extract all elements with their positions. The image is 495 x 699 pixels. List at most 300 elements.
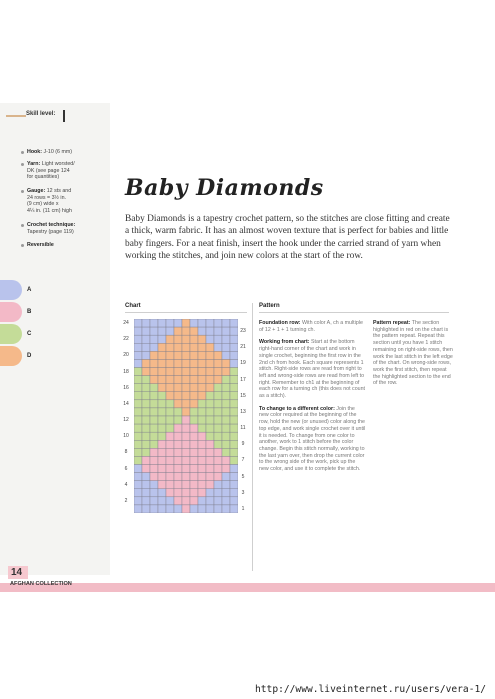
chart-cell <box>198 448 206 456</box>
chart-cell <box>190 448 198 456</box>
chart-cell <box>134 319 142 327</box>
row-number-right: 1 <box>241 505 245 512</box>
chart-cell <box>214 465 222 473</box>
chart-cell <box>166 392 174 400</box>
chart-cell <box>166 319 174 327</box>
chart-cell <box>174 432 182 440</box>
chart-cell <box>174 448 182 456</box>
chart-cell <box>230 392 238 400</box>
chart-cell <box>142 497 150 505</box>
chart-cell <box>206 376 214 384</box>
chart-cell <box>150 473 158 481</box>
chart-cell <box>230 440 238 448</box>
chart-cell <box>190 416 198 424</box>
pattern-heading-rule <box>259 312 449 313</box>
chart-cell <box>190 456 198 464</box>
chart-cell <box>158 456 166 464</box>
skill-level-indicator <box>63 110 65 122</box>
row-number-left: 6 <box>124 465 128 472</box>
chart-cell <box>206 359 214 367</box>
skill-hook-line <box>6 115 26 117</box>
chart-cell <box>230 489 238 497</box>
chart-cell <box>182 473 190 481</box>
chart-cell <box>150 416 158 424</box>
chart-cell <box>206 351 214 359</box>
chart-cell <box>182 343 190 351</box>
chart-cell <box>142 343 150 351</box>
chart-cell <box>182 432 190 440</box>
chart-cell <box>198 327 206 335</box>
chart-cell <box>206 489 214 497</box>
chart-cell <box>166 368 174 376</box>
chart-cell <box>190 359 198 367</box>
chart-cell <box>134 351 142 359</box>
chart-cell <box>150 432 158 440</box>
row-number-left: 18 <box>123 368 129 375</box>
chart-cell <box>150 456 158 464</box>
row-number-left: 16 <box>123 384 129 391</box>
chart-cell <box>142 448 150 456</box>
chart-cell <box>158 384 166 392</box>
chart-cell <box>214 359 222 367</box>
chart-cell <box>150 408 158 416</box>
row-number-left: 22 <box>123 336 129 343</box>
pattern-column-1 <box>259 320 366 473</box>
chart-cell <box>166 505 174 513</box>
chart-cell <box>158 359 166 367</box>
chart-cell <box>134 376 142 384</box>
chart-grid <box>134 319 238 513</box>
chart-cell <box>134 465 142 473</box>
chart-cell <box>206 440 214 448</box>
chart-cell <box>222 335 230 343</box>
chart-cell <box>190 343 198 351</box>
row-number-right: 7 <box>241 457 245 464</box>
chart-cell <box>222 440 230 448</box>
chart-cell <box>174 489 182 497</box>
chart-cell <box>230 456 238 464</box>
chart-cell <box>190 424 198 432</box>
color-swatch-b <box>0 302 22 322</box>
chart-cell <box>182 319 190 327</box>
chart-cell <box>190 392 198 400</box>
skill-level-label: Skill level: <box>26 111 56 117</box>
chart-cell <box>214 384 222 392</box>
chart-cell <box>134 408 142 416</box>
chart-cell <box>174 384 182 392</box>
chart-cell <box>174 473 182 481</box>
chart-cell <box>222 359 230 367</box>
chart-cell <box>198 351 206 359</box>
chart-cell <box>158 343 166 351</box>
chart-cell <box>166 481 174 489</box>
chart-cell <box>214 481 222 489</box>
chart-cell <box>158 392 166 400</box>
chart-cell <box>198 424 206 432</box>
chart-cell <box>206 368 214 376</box>
chart-cell <box>230 416 238 424</box>
chart-cell <box>174 359 182 367</box>
row-number-right: 13 <box>240 408 246 415</box>
chart-cell <box>182 400 190 408</box>
chart-cell <box>158 432 166 440</box>
chart-cell <box>198 368 206 376</box>
chart-cell <box>198 505 206 513</box>
chart-cell <box>182 416 190 424</box>
chart-cell <box>222 432 230 440</box>
chart-cell <box>166 416 174 424</box>
chart-cell <box>214 327 222 335</box>
chart-cell <box>182 448 190 456</box>
row-number-right: 23 <box>240 328 246 335</box>
chart-cell <box>158 473 166 481</box>
chart-cell <box>158 408 166 416</box>
chart-cell <box>214 473 222 481</box>
chart-cell <box>182 465 190 473</box>
chart-cell <box>166 456 174 464</box>
chart-cell <box>190 335 198 343</box>
chart-cell <box>174 497 182 505</box>
chart-cell <box>214 319 222 327</box>
chart-cell <box>158 497 166 505</box>
chart-cell <box>174 351 182 359</box>
chart-cell <box>214 416 222 424</box>
chart-cell <box>142 392 150 400</box>
chart-cell <box>190 327 198 335</box>
chart-cell <box>230 327 238 335</box>
chart-cell <box>214 343 222 351</box>
chart-cell <box>134 505 142 513</box>
chart-cell <box>150 335 158 343</box>
chart-cell <box>142 400 150 408</box>
chart-cell <box>174 481 182 489</box>
chart-cell <box>166 465 174 473</box>
footer-band <box>0 583 495 592</box>
chart-cell <box>222 319 230 327</box>
chart-cell <box>198 416 206 424</box>
chart-cell <box>142 351 150 359</box>
technique-info: Crochet technique: Tapestry (page 119) <box>27 222 105 235</box>
chart-cell <box>198 384 206 392</box>
chart-cell <box>198 432 206 440</box>
chart-cell <box>150 440 158 448</box>
chart-cell <box>150 448 158 456</box>
chart-cell <box>174 456 182 464</box>
chart-cell <box>134 432 142 440</box>
chart-cell <box>166 327 174 335</box>
row-number-left: 20 <box>123 352 129 359</box>
chart-cell <box>134 456 142 464</box>
chart-cell <box>182 392 190 400</box>
chart-cell <box>174 440 182 448</box>
working-from-chart-instruction: Working from chart: Start at the bottom right-hand corner of the chart and work in single crochet, beginning the first row in the 2nd ch from hook. Each square represents 1 stitch. Right-side rows are read from right to left and wrong-side rows are read from left to right. Remember to ch1 at the beginning of each row for a turning ch (this does not count as a stitch). <box>259 339 365 400</box>
chart-cell <box>190 473 198 481</box>
chart-cell <box>230 359 238 367</box>
chart-cell <box>166 384 174 392</box>
chart-cell <box>230 432 238 440</box>
chart-cell <box>222 368 230 376</box>
chart-cell <box>166 448 174 456</box>
chart-cell <box>174 368 182 376</box>
chart-cell <box>214 335 222 343</box>
chart-cell <box>230 424 238 432</box>
chart-cell <box>142 408 150 416</box>
chart-cell <box>230 448 238 456</box>
chart-cell <box>158 465 166 473</box>
chart-cell <box>198 497 206 505</box>
chart-cell <box>166 489 174 497</box>
chart-cell <box>158 481 166 489</box>
chart-cell <box>222 473 230 481</box>
chart-cell <box>206 384 214 392</box>
chart-cell <box>182 408 190 416</box>
chart-cell <box>158 416 166 424</box>
chart-cell <box>174 465 182 473</box>
chart-cell <box>150 368 158 376</box>
chart-cell <box>230 335 238 343</box>
chart-cell <box>182 376 190 384</box>
yarn-info: Yarn: Light worsted/ DK (see page 124 for quantities) <box>27 161 105 181</box>
chart-cell <box>190 351 198 359</box>
chart-cell <box>142 432 150 440</box>
pattern-repeat-instruction: Pattern repeat: The section highlighted in red on the chart is the pattern repeat. Repeat this section until you have 1 stitch remaining on right-side rows, then work the last stitch in the left edge of the chart. On wrong-side rows, work the first stitch, then repeat the highlighted section to the end of the row. <box>373 320 453 387</box>
chart-cell <box>206 408 214 416</box>
chart-cell <box>142 440 150 448</box>
chart-cell <box>230 505 238 513</box>
chart-cell <box>214 376 222 384</box>
chart-cell <box>190 319 198 327</box>
chart-cell <box>134 473 142 481</box>
chart-cell <box>222 456 230 464</box>
chart-cell <box>214 505 222 513</box>
chart-cell <box>230 384 238 392</box>
color-swatch-c <box>0 324 22 344</box>
chart-cell <box>198 400 206 408</box>
chart-cell <box>222 400 230 408</box>
chart-cell <box>214 448 222 456</box>
chart-cell <box>214 392 222 400</box>
chart-cell <box>174 416 182 424</box>
chart-cell <box>174 400 182 408</box>
chart-cell <box>206 327 214 335</box>
chart-cell <box>198 456 206 464</box>
chart-cell <box>182 351 190 359</box>
reversible-info: Reversible <box>27 242 105 249</box>
chart-cell <box>166 335 174 343</box>
chart-heading-rule <box>125 312 247 313</box>
chart-cell <box>142 376 150 384</box>
chart-cell <box>174 335 182 343</box>
chart-cell <box>158 505 166 513</box>
chart-cell <box>230 400 238 408</box>
chart-cell <box>158 440 166 448</box>
chart-cell <box>198 359 206 367</box>
chart-cell <box>142 368 150 376</box>
chart-cell <box>142 359 150 367</box>
chart-cell <box>134 448 142 456</box>
chart-cell <box>214 489 222 497</box>
chart-cell <box>142 456 150 464</box>
chart-cell <box>166 408 174 416</box>
chart-cell <box>158 489 166 497</box>
chart-cell <box>142 384 150 392</box>
source-url: http://www.liveinternet.ru/users/vera-1/ <box>255 684 487 695</box>
chart-cell <box>174 424 182 432</box>
chart-cell <box>182 327 190 335</box>
chart-cell <box>190 368 198 376</box>
chart-cell <box>150 489 158 497</box>
chart-cell <box>134 497 142 505</box>
chart-cell <box>150 343 158 351</box>
chart-cell <box>182 489 190 497</box>
chart-cell <box>134 368 142 376</box>
chart-cell <box>142 505 150 513</box>
chart-cell <box>142 489 150 497</box>
chart-cell <box>206 456 214 464</box>
chart-cell <box>230 319 238 327</box>
chart-cell <box>214 368 222 376</box>
color-swatch-d <box>0 346 22 366</box>
color-change-instruction: To change to a different color: Join the new color required at the beginning of the row, hold the new (or unused) color along the top edge, and work single crochet over it until it is needed. To change from one color to another, work to 1 stitch before the color change. Begin this stitch normally, working to the last yarn over, then drop the current color to the wrong side of the work, pick up the new color, and use it to complete the stitch. <box>259 405 366 473</box>
chart-cell <box>158 319 166 327</box>
chart-cell <box>222 408 230 416</box>
chart-cell <box>134 481 142 489</box>
chart-cell <box>142 481 150 489</box>
row-number-right: 15 <box>240 392 246 399</box>
chart-cell <box>150 424 158 432</box>
chart-cell <box>198 473 206 481</box>
chart-cell <box>134 335 142 343</box>
chart-cell <box>230 473 238 481</box>
chart-cell <box>214 440 222 448</box>
chart-cell <box>222 416 230 424</box>
chart-cell <box>174 408 182 416</box>
chart-cell <box>134 440 142 448</box>
chart-cell <box>230 465 238 473</box>
chart-cell <box>174 376 182 384</box>
chart-cell <box>150 327 158 335</box>
color-label-b: B <box>27 309 32 315</box>
chart-cell <box>198 481 206 489</box>
chart-cell <box>198 335 206 343</box>
chart-heading: Chart <box>125 303 141 309</box>
chart-cell <box>174 319 182 327</box>
chart-cell <box>222 448 230 456</box>
chart-cell <box>134 416 142 424</box>
chart-cell <box>142 327 150 335</box>
chart-cell <box>222 497 230 505</box>
chart-cell <box>190 376 198 384</box>
color-label-c: C <box>27 331 32 337</box>
chart-cell <box>214 497 222 505</box>
chart-cell <box>182 497 190 505</box>
chart-cell <box>166 432 174 440</box>
chart-cell <box>190 384 198 392</box>
chart-cell <box>158 368 166 376</box>
chart-cell <box>150 400 158 408</box>
color-label-d: D <box>27 353 32 359</box>
chart-cell <box>222 505 230 513</box>
chart-cell <box>134 392 142 400</box>
chart-cell <box>230 408 238 416</box>
chart-cell <box>198 408 206 416</box>
chart-cell <box>214 351 222 359</box>
row-number-left: 4 <box>124 481 128 488</box>
chart-cell <box>182 424 190 432</box>
chart-cell <box>214 408 222 416</box>
chart-cell <box>206 505 214 513</box>
chart-cell <box>150 481 158 489</box>
chart-cell <box>198 489 206 497</box>
foundation-row-instruction: Foundation row: With color A, ch a multiple of 12 + 1 + 1 turning ch. <box>259 320 363 333</box>
chart-cell <box>142 473 150 481</box>
chart-cell <box>206 497 214 505</box>
intro-paragraph: Baby Diamonds is a tapestry crochet pattern, so the stitches are close fitting and create a thick, warm fabric. It has an almost woven texture that is perfect for babies and little baby fingers. For a neat finish, insert the hook under the carried strand of yarn when working the stitches, and join new colors at the start of the row. <box>125 214 450 261</box>
chart-cell <box>190 497 198 505</box>
chart-cell <box>182 384 190 392</box>
row-number-right: 11 <box>240 425 246 432</box>
chart-cell <box>166 440 174 448</box>
chart-cell <box>222 327 230 335</box>
chart-cell <box>206 416 214 424</box>
chart-cell <box>198 343 206 351</box>
row-number-left: 10 <box>123 433 129 440</box>
chart-cell <box>198 319 206 327</box>
page-number: 14 <box>11 567 23 578</box>
chart-cell <box>182 359 190 367</box>
chart-cell <box>190 489 198 497</box>
chart-cell <box>158 376 166 384</box>
column-divider <box>252 303 253 571</box>
row-number-right: 3 <box>241 489 245 496</box>
chart-cell <box>206 424 214 432</box>
page-title: Baby Diamonds <box>125 175 324 201</box>
chart-cell <box>206 343 214 351</box>
row-number-left: 24 <box>123 320 129 326</box>
chart-cell <box>206 448 214 456</box>
chart-cell <box>198 392 206 400</box>
chart-cell <box>198 465 206 473</box>
chart-cell <box>158 327 166 335</box>
chart-cell <box>150 384 158 392</box>
chart-cell <box>230 497 238 505</box>
chart-cell <box>134 327 142 335</box>
chart-cell <box>190 408 198 416</box>
chart-cell <box>206 400 214 408</box>
chart-cell <box>190 481 198 489</box>
chart-cell <box>198 376 206 384</box>
chart-cell <box>166 376 174 384</box>
chart-cell <box>222 376 230 384</box>
chart-cell <box>190 440 198 448</box>
row-number-right: 21 <box>240 344 246 351</box>
chart-cell <box>214 424 222 432</box>
chart-cell <box>222 351 230 359</box>
chart-cell <box>182 505 190 513</box>
chart-cell <box>134 343 142 351</box>
chart-cell <box>182 368 190 376</box>
chart-cell <box>174 343 182 351</box>
chart-cell <box>158 448 166 456</box>
row-number-right: 5 <box>241 473 245 480</box>
chart-cell <box>230 376 238 384</box>
chart-cell <box>166 497 174 505</box>
row-number-left: 12 <box>123 417 129 423</box>
chart-cell <box>142 416 150 424</box>
gauge-info: Gauge: 12 sts and 24 rows = 3½ in. (9 cm) wide x 4¼ in. (11 cm) high <box>27 188 105 214</box>
hook-info: Hook: J-10 (6 mm) <box>27 149 105 156</box>
chart-cell <box>222 384 230 392</box>
